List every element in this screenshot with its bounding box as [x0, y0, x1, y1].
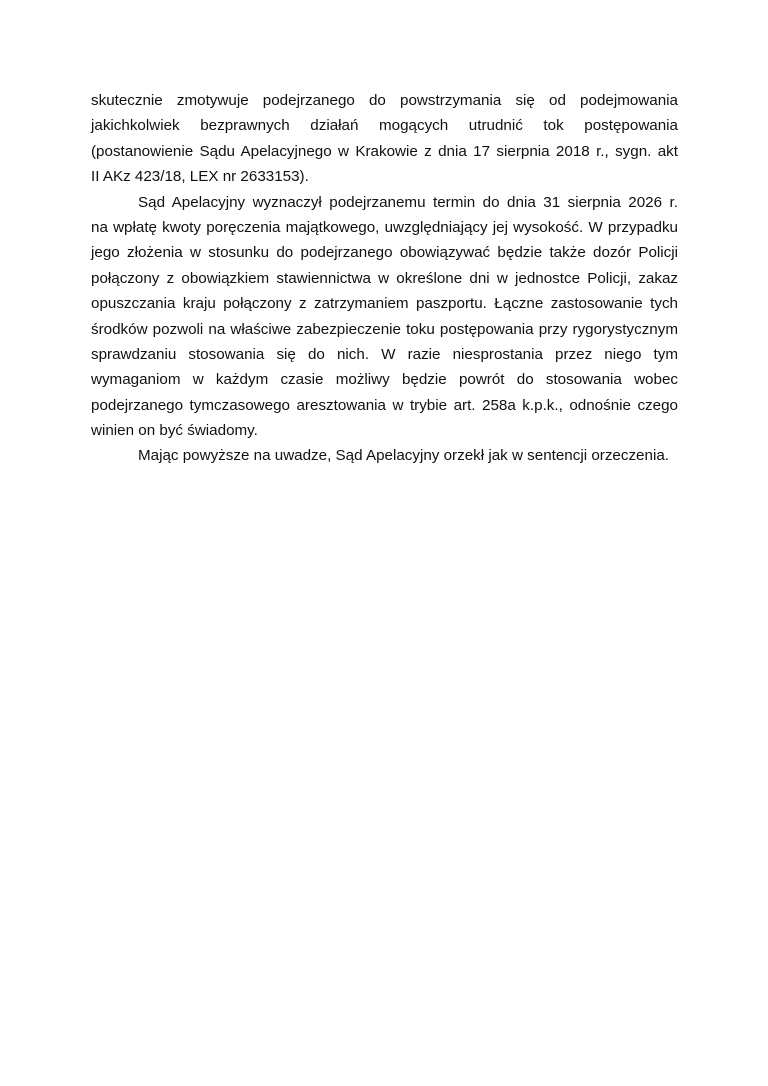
paragraph-line: podejrzanego tymczasowego aresztowania w trybie art. 258a k.p.k., odnośnie czego — [91, 396, 678, 414]
paragraph-line: (postanowienie Sądu Apelacyjnego w Krakowie z dnia 17 sierpnia 2018 r., sygn. akt — [91, 142, 678, 160]
paragraph-line: II AKz 423/18, LEX nr 2633153). — [91, 168, 309, 186]
paragraph-3 — [91, 443, 678, 468]
paragraph-line: opuszczania kraju połączony z zatrzymaniem paszportu. Łączne zastosowanie tych — [91, 295, 678, 313]
paragraph-line: skutecznie zmotywuje podejrzanego do powstrzymania się od podejmowania — [91, 92, 678, 109]
paragraph-line: połączony z obowiązkiem stawiennictwa w określone dni w jednostce Policji, zakaz — [91, 269, 678, 287]
paragraph-line: winien on być świadomy. — [91, 422, 258, 440]
paragraph-line: sprawdzaniu stosowania się do nich. W razie niesprostania przez niego tym — [91, 345, 678, 363]
paragraph-1 — [91, 88, 678, 190]
paragraph-line: jego złożenia w stosunku do podejrzanego obowiązywać będzie także dozór Policji — [91, 244, 678, 262]
paragraph-line: jakichkolwiek bezprawnych działań mogących utrudnić tok postępowania — [91, 117, 678, 135]
paragraph-line: Sąd Apelacyjny wyznaczył podejrzanemu termin do dnia 31 sierpnia 2026 r. — [138, 193, 678, 211]
paragraph-line: Mając powyższe na uwadze, Sąd Apelacyjny orzekł jak w sentencji orzeczenia. — [138, 447, 669, 465]
paragraph-line: wymaganiom w każdym czasie możliwy będzie powrót do stosowania wobec — [91, 371, 678, 389]
paragraph-line: na wpłatę kwoty poręczenia majątkowego, uwzględniający jej wysokość. W przypadku — [91, 218, 678, 236]
document-body — [91, 88, 678, 469]
paragraph-2 — [91, 190, 678, 444]
paragraph-line: środków pozwoli na właściwe zabezpieczenie toku postępowania przy rygorystycznym — [91, 320, 678, 338]
